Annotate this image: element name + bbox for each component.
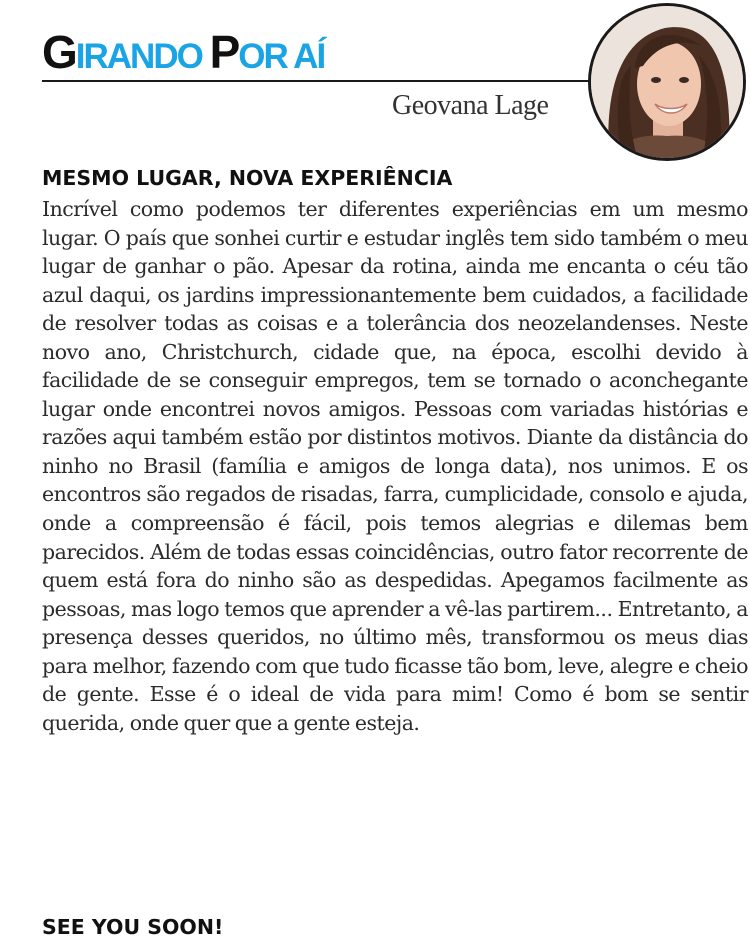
title-rest-2: OR AÍ [238,37,325,76]
title-initial-g: G [42,26,76,78]
article-body: Incrível como podemos ter diferentes experiências em um mesmo lugar. O país que sonhei curtir e estudar inglês tem sido também o meu lugar de ganhar o pão. Apesar da rotina, ainda me encanta o céu tão azul daqui, os jardins impressionantemente bem cuidados, a facilidade de resolver todas as coisas e a tolerância dos neozelandenses. Neste novo ano, Christchurch, cidade que, na época, escolhi devido à facilidade de se conseguir empregos, tem se tornado o aconchegante lugar onde encontrei novos amigos. Pessoas com variadas histórias e razões aqui também estão por distintos motivos. Diante da distância do ninho no Brasil (família e amigos de longa data), nos unimos. E os encontros são regados de risadas, farra, cumplicidade, consolo e ajuda, onde a compreensão é fácil, pois temos alegrias e dilemas bem parecidos. Além de todas essas coincidências, outro fator recorrente de quem está fora do ninho são as despedidas. Apegamos facilmente as pessoas, mas logo temos que aprender a vê-las partirem... Entretanto, a presença desses queridos, no último mês, transformou os meus dias para melhor, fazendo com que tudo ficasse tão bom, leve, alegre e cheio de gente. Esse é o ideal de vida para mim! Como é bom se sentir querida, onde quer que a gente esteja. [42,197,748,735]
author-photo [588,3,746,161]
author-portrait-icon [591,6,743,158]
article-signoff: SEE YOU SOON! [42,915,224,939]
header-rule [42,80,607,82]
title-initial-p: P [209,26,239,78]
author-name: Geovana Lage [392,90,549,121]
column-title [42,26,325,79]
article-headline: MESMO LUGAR, NOVA EXPERIÊNCIA [42,166,453,190]
title-rest-1: IRANDO [75,37,210,76]
